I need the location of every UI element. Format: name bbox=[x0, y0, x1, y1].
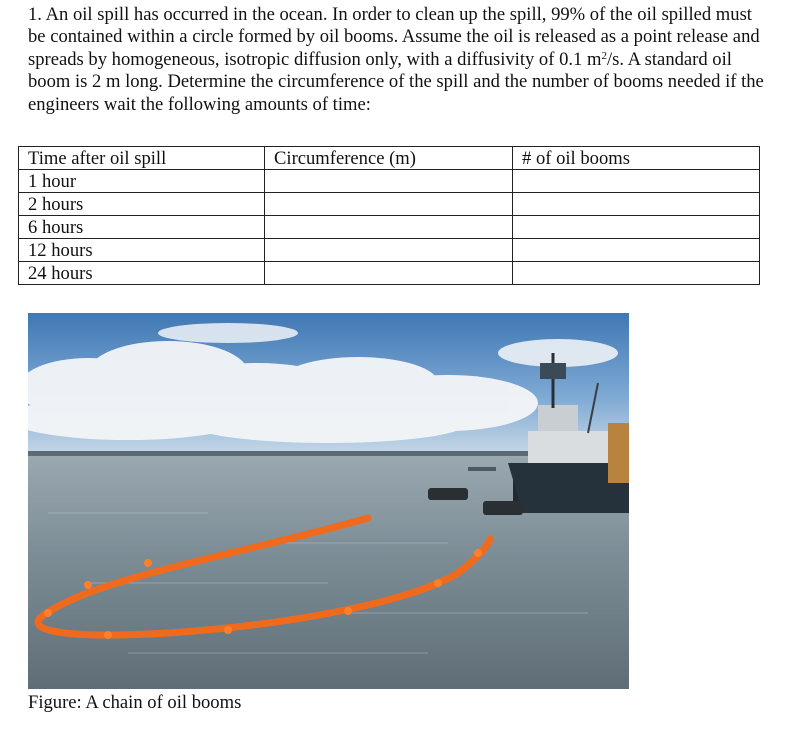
cell-time: 24 hours bbox=[19, 262, 265, 285]
table-row bbox=[19, 216, 760, 239]
answer-table bbox=[18, 146, 760, 285]
figure-caption: Figure: A chain of oil booms bbox=[28, 692, 242, 713]
oil-boom-photo bbox=[28, 313, 629, 689]
cell-booms bbox=[513, 170, 760, 193]
cell-booms bbox=[513, 239, 760, 262]
cell-booms bbox=[513, 216, 760, 239]
cell-circumference bbox=[265, 239, 513, 262]
cell-circumference bbox=[265, 193, 513, 216]
header-time: Time after oil spill bbox=[19, 147, 265, 170]
table-row bbox=[19, 170, 760, 193]
table-row bbox=[19, 262, 760, 285]
table-row bbox=[19, 193, 760, 216]
header-circumference: Circumference (m) bbox=[265, 147, 513, 170]
table-row bbox=[19, 239, 760, 262]
cell-booms bbox=[513, 193, 760, 216]
cell-time: 2 hours bbox=[19, 193, 265, 216]
problem-text-part-2: /s. A standard oil boom is 2 m long. Determine the circumference of the spill and the number of booms needed if the engineers wait the following amounts of time: bbox=[28, 48, 764, 115]
cell-time: 1 hour bbox=[19, 170, 265, 193]
problem-statement bbox=[28, 4, 768, 116]
cell-time: 6 hours bbox=[19, 216, 265, 239]
superscript-2: 2 bbox=[601, 49, 607, 62]
header-booms: # of oil booms bbox=[513, 147, 760, 170]
cell-circumference bbox=[265, 216, 513, 239]
cell-circumference bbox=[265, 262, 513, 285]
cell-time: 12 hours bbox=[19, 239, 265, 262]
cell-circumference bbox=[265, 170, 513, 193]
problem-text-part-1: 1. An oil spill has occurred in the ocean. In order to clean up the spill, 99% of the oil spilled must be contained within a circle formed by oil booms. Assume the oil is released as a point release and spreads by homogeneous, isotropic diffusion only, with a diffusivity of 0.1 m bbox=[28, 4, 760, 70]
table-header-row bbox=[19, 147, 760, 170]
cell-booms bbox=[513, 262, 760, 285]
